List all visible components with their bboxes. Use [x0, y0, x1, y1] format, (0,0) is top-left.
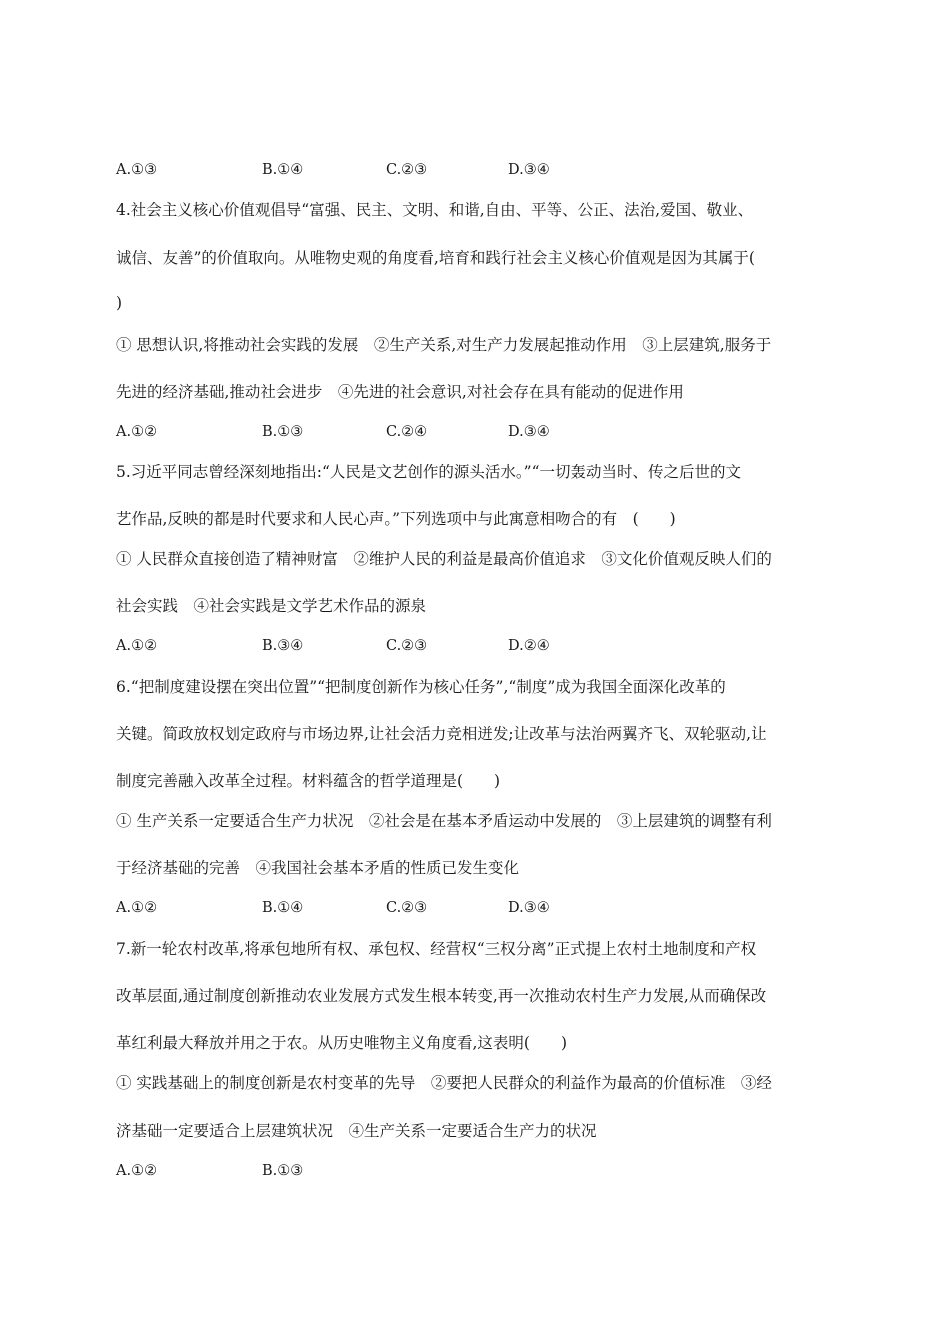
q6-option-a[interactable]: A.①②: [116, 900, 158, 916]
q3-option-b[interactable]: B.①④: [262, 162, 304, 178]
q5-option-a[interactable]: A.①②: [116, 638, 158, 654]
q6-stem-line-1: 6.“把制度建设摆在突出位置”“把制度创新作为核心任务”,“制度”成为我国全面深化改革的: [116, 678, 726, 696]
q6-option-c[interactable]: C.②③: [386, 900, 428, 916]
q4-stem-line-3: ): [116, 294, 123, 312]
q4-stem-line-2: 诚信、友善”的价值取向。从唯物史观的角度看,培育和践行社会主义核心价值观是因为其属于(: [116, 249, 755, 267]
q5-stem-line-2: 艺作品,反映的都是时代要求和人民心声。”下列选项中与此寓意相吻合的有 ( ): [116, 510, 676, 528]
q5-stem-line-1: 5.习近平同志曾经深刻地指出:“人民是文艺创作的源头活水。”“一切轰动当时、传之后世的文: [116, 463, 742, 481]
q6-statement-line-1: ① 生产关系一定要适合生产力状况 ②社会是在基本矛盾运动中发展的 ③上层建筑的调整有利: [116, 812, 772, 830]
q5-option-c[interactable]: C.②③: [386, 638, 428, 654]
q7-statement-line-2: 济基础一定要适合上层建筑状况 ④生产关系一定要适合生产力的状况: [116, 1122, 597, 1140]
q4-statement-line-1: ① 思想认识,将推动社会实践的发展 ②生产关系,对生产力发展起推动作用 ③上层建筑,服务于: [116, 336, 772, 354]
q7-option-b[interactable]: B.①③: [262, 1163, 304, 1179]
q5-statement-line-1: ① 人民群众直接创造了精神财富 ②维护人民的利益是最高价值追求 ③文化价值观反映人们的: [116, 550, 772, 568]
q4-option-d[interactable]: D.③④: [508, 424, 550, 440]
q7-option-a[interactable]: A.①②: [116, 1163, 158, 1179]
q6-stem-line-3: 制度完善融入改革全过程。材料蕴含的哲学道理是( ): [116, 772, 501, 790]
q3-option-d[interactable]: D.③④: [508, 162, 550, 178]
q7-stem-line-3: 革红利最大释放并用之于农。从历史唯物主义角度看,这表明( ): [116, 1034, 568, 1052]
q5-statement-line-2: 社会实践 ④社会实践是文学艺术作品的源泉: [116, 597, 427, 615]
q6-option-d[interactable]: D.③④: [508, 900, 550, 916]
q6-statement-line-2: 于经济基础的完善 ④我国社会基本矛盾的性质已发生变化: [116, 859, 520, 877]
q4-option-c[interactable]: C.②④: [386, 424, 428, 440]
q4-statement-line-2: 先进的经济基础,推动社会进步 ④先进的社会意识,对社会存在具有能动的促进作用: [116, 383, 684, 401]
q7-statement-line-1: ① 实践基础上的制度创新是农村变革的先导 ②要把人民群众的利益作为最高的价值标准 ③经: [116, 1074, 772, 1092]
q4-option-a[interactable]: A.①②: [116, 424, 158, 440]
q5-option-d[interactable]: D.②④: [508, 638, 550, 654]
q3-option-c[interactable]: C.②③: [386, 162, 428, 178]
q4-stem-line-1: 4.社会主义核心价值观倡导“富强、民主、文明、和谐,自由、平等、公正、法治,爱国、敬业、: [116, 201, 754, 219]
q6-stem-line-2: 关键。简政放权划定政府与市场边界,让社会活力竞相迸发;让改革与法治两翼齐飞、双轮驱动,让: [116, 725, 767, 743]
q4-option-b[interactable]: B.①③: [262, 424, 304, 440]
q3-option-a[interactable]: A.①③: [116, 162, 158, 178]
q6-option-b[interactable]: B.①④: [262, 900, 304, 916]
q5-option-b[interactable]: B.③④: [262, 638, 304, 654]
q7-stem-line-2: 改革层面,通过制度创新推动农业发展方式发生根本转变,再一次推动农村生产力发展,从而确保改: [116, 987, 767, 1005]
q7-stem-line-1: 7.新一轮农村改革,将承包地所有权、承包权、经营权“三权分离”正式提上农村土地制度和产权: [116, 940, 757, 958]
